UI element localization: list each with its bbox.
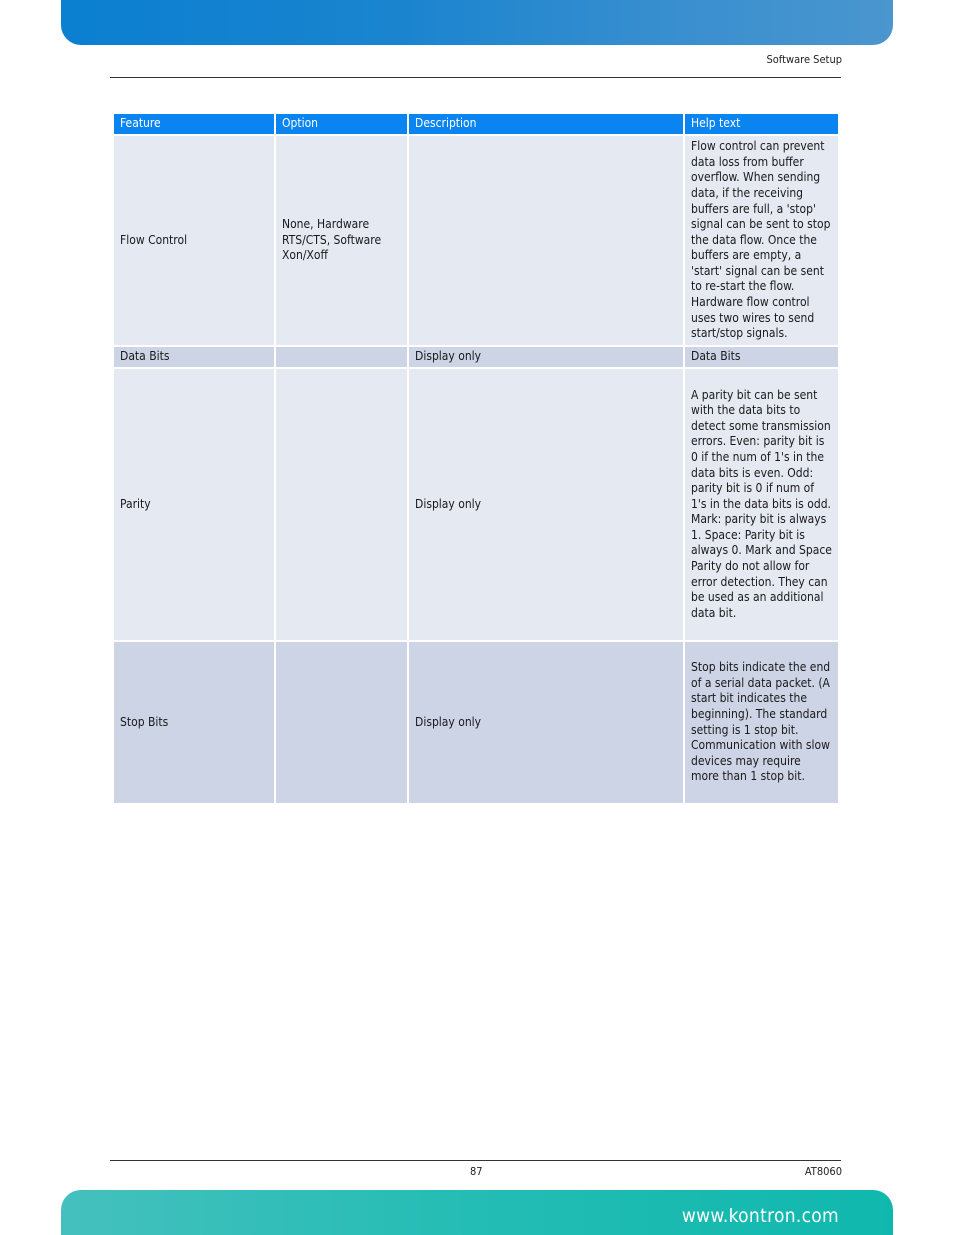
help-text-cell: Flow control can prevent data loss from buffer overflow. When sending data, if the receiving buffers are full, a 'stop' signal can be sent to stop the data flow. Once the buffers are empty, a 'start' signal can be sent to re-start the flow. Hardware flow control uses two wires to send start/stop signals. — [685, 136, 838, 345]
column-header-option: Option — [276, 114, 407, 134]
help-text-cell: Stop bits indicate the end of a serial data packet. (A start bit indicates the beginning). The standard setting is 1 stop bit. Communication with slow devices may require more than 1 stop bit. — [685, 642, 838, 803]
option-cell: None, Hardware RTS/CTS, Software Xon/Xoff — [276, 136, 407, 345]
feature-cell: Flow Control — [114, 136, 274, 345]
description-cell: Display only — [409, 642, 683, 803]
column-header-feature: Feature — [114, 114, 274, 134]
column-header-help-text: Help text — [685, 114, 838, 134]
feature-cell: Parity — [114, 369, 274, 640]
header-divider — [110, 77, 841, 78]
bios-settings-table — [112, 112, 840, 805]
option-cell — [276, 347, 407, 367]
option-cell — [276, 369, 407, 640]
table-row-flow-control — [114, 136, 838, 345]
help-text-cell: Data Bits — [685, 347, 838, 367]
description-cell: Display only — [409, 347, 683, 367]
description-cell: Display only — [409, 369, 683, 640]
table-header-row — [114, 114, 838, 134]
table-row-parity — [114, 369, 838, 640]
website-link[interactable]: www.kontron.com — [681, 1205, 839, 1227]
section-title: Software Setup — [766, 53, 842, 66]
document-code: AT8060 — [804, 1165, 842, 1178]
table-row-stop-bits — [114, 642, 838, 803]
feature-cell: Stop Bits — [114, 642, 274, 803]
top-banner — [61, 0, 893, 45]
description-cell — [409, 136, 683, 345]
table-row-data-bits — [114, 347, 838, 367]
footer-divider — [110, 1160, 841, 1161]
column-header-description: Description — [409, 114, 683, 134]
help-text-cell: A parity bit can be sent with the data bits to detect some transmission errors. Even: parity bit is 0 if the num of 1's in the data bits is even. Odd: parity bit is 0 if num of 1's in the data bits is odd. Mark: parity bit is always 1. Space: Parity bit is always 0. Mark and Space Parity do not allow for error detection. They can be used as an additional data bit. — [685, 369, 838, 640]
option-cell — [276, 642, 407, 803]
page-number: 87 — [470, 1165, 483, 1178]
feature-cell: Data Bits — [114, 347, 274, 367]
